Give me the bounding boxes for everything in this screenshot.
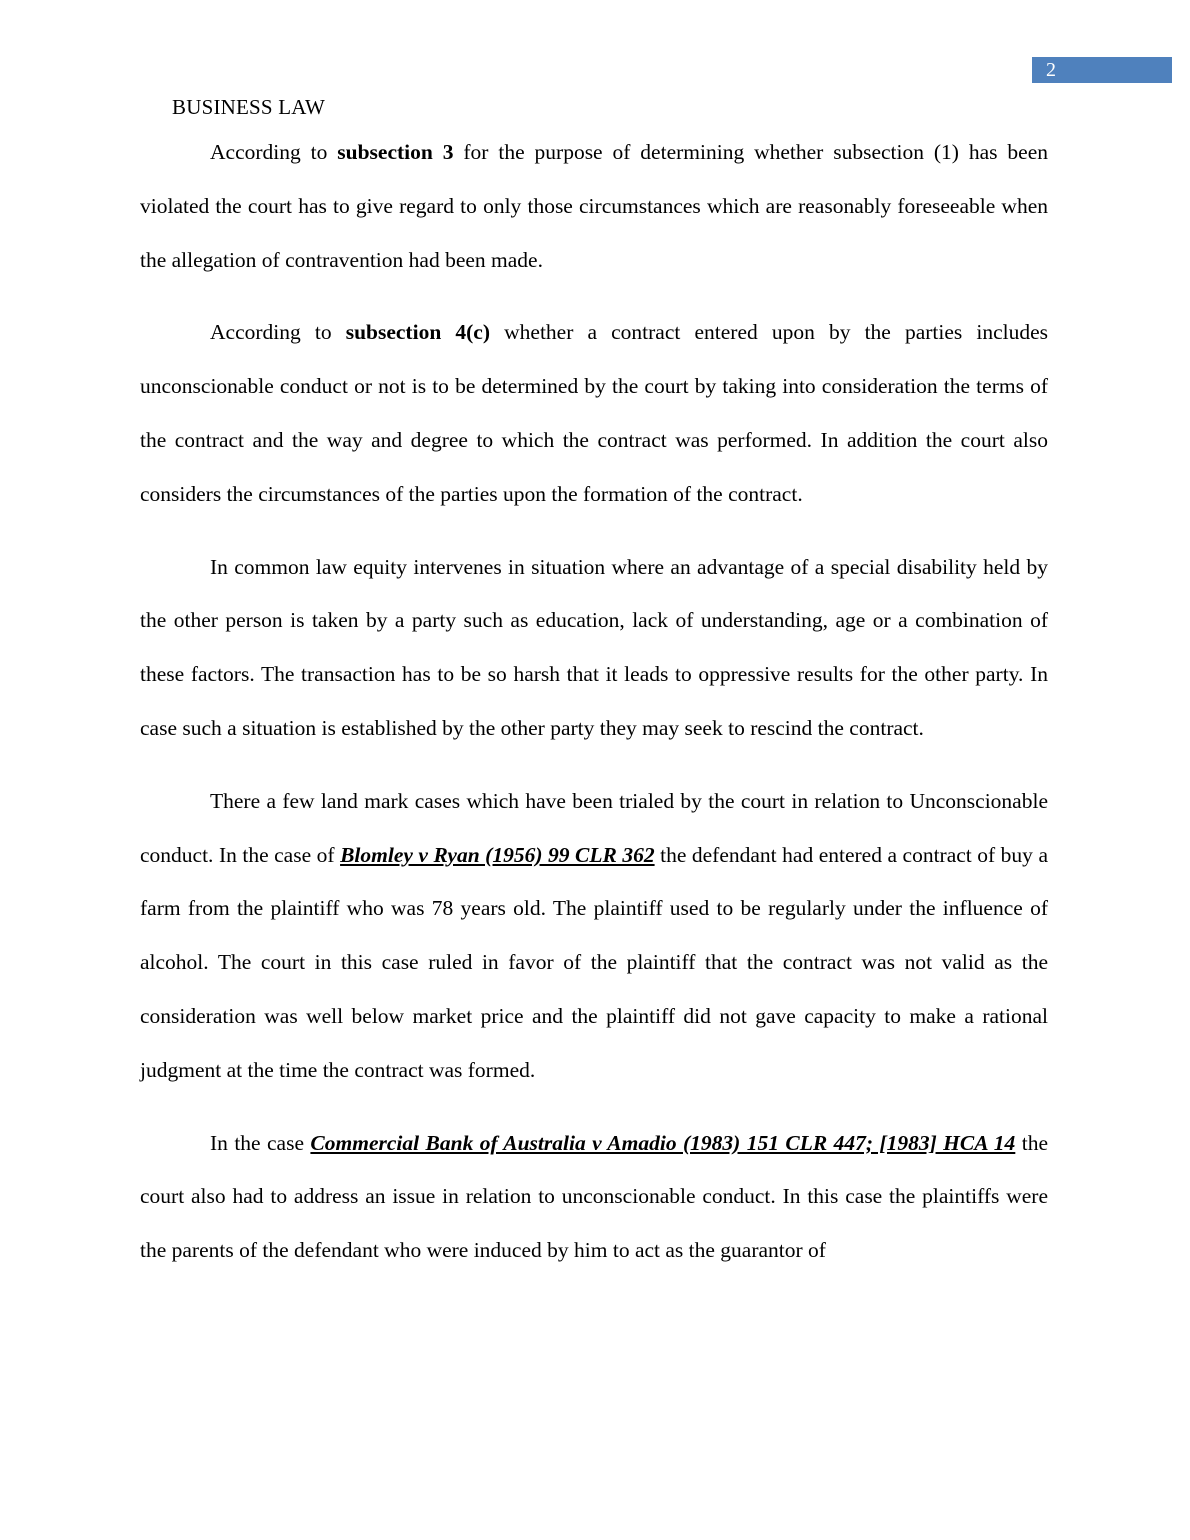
paragraph-text: In the case xyxy=(210,1130,311,1155)
paragraph-text: the defendant had entered a contract of buy a farm from the plaintiff who was 78 years old. The plaintiff used to be regularly under the influence of alcohol. The court in this case ruled in favor of the plaintiff that the contract was not valid as the consideration was well below market price and the plaintiff did not gave capacity to make a rational judgment at the time the contract was formed. xyxy=(140,842,1048,1082)
subsection-reference: subsection 3 xyxy=(337,140,454,164)
paragraph-text: There a few land mark cases which have been trialed by the court in relation to Unconscionable conduct. In the case of xyxy=(140,788,1048,867)
running-head: BUSINESS LAW xyxy=(172,95,325,119)
page-number: 2 xyxy=(1032,57,1172,83)
paragraph-text: the court also had to address an issue in relation to unconscionable conduct. In this case the plaintiffs were the parents of the defendant who were induced by him to act as the guarantor of xyxy=(140,1130,1048,1263)
subsection-reference: subsection 4(c) xyxy=(345,320,491,345)
case-citation-blomley: Blomley v Ryan (1956) 99 CLR 362 xyxy=(340,842,655,867)
paragraph-subsection-4c xyxy=(140,306,1048,521)
paragraph-text: According to xyxy=(210,140,338,164)
paragraph-text: According to xyxy=(210,320,346,345)
paragraph-subsection-3 xyxy=(140,126,1048,287)
paragraph-text: whether a contract entered upon by the parties includes unconscionable conduct or not is to be determined by the court by taking into consideration the terms of the contract and the way and degree to which the contract was performed. In addition the court also considers the circumstances of the parties upon the formation of the contract. xyxy=(140,320,1049,506)
paragraph-blomley-case xyxy=(140,775,1048,1098)
paragraph-text: for the purpose of determining whether subsection (1) has been violated the court has to give regard to only those circumstances which are reasonably foreseeable when the allegation of contravention had been made. xyxy=(140,140,1049,272)
paragraph-common-law xyxy=(140,541,1048,756)
paragraph-text: In common law equity intervenes in situation where an advantage of a special disability held by the other person is taken by a party such as education, lack of understanding, age or a combination of these factors. The transaction has to be so harsh that it leads to oppressive results for the other party. In case such a situation is established by the other party they may seek to rescind the contract. xyxy=(140,554,1048,740)
paragraph-amadio-case xyxy=(140,1117,1048,1278)
case-citation-amadio: Commercial Bank of Australia v Amadio (1983) 151 CLR 447; [1983] HCA 14 xyxy=(310,1130,1016,1155)
document-body xyxy=(140,126,1048,1297)
